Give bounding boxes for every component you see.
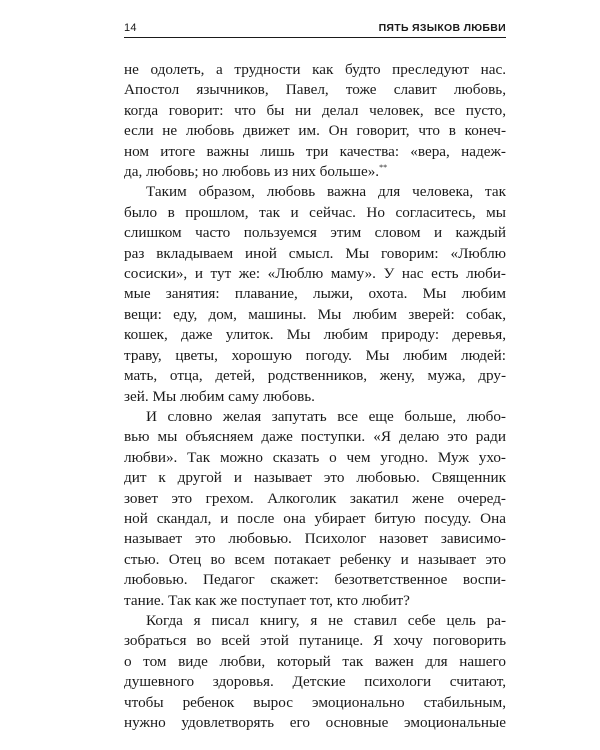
text-line: дит к другой и называет это любовью. Священник <box>124 469 506 487</box>
text-line: ном итоге важны лишь три качества: «вера, надеж- <box>124 142 506 160</box>
text-line: Таким образом, любовь важна для человека, так <box>146 183 506 201</box>
text-line: тание. Так как же поступает тот, кто любит? <box>124 591 410 609</box>
text-line: кошек, даже улиток. Мы любим природу: деревья, <box>124 326 506 344</box>
text-line: зобраться во всей этой путанице. Я хочу поговорить <box>124 632 506 650</box>
text-line: вещи: еду, дом, машины. Мы любим зверей: собак, <box>124 305 506 323</box>
text-line: сосиски», и тут же: «Люблю маму». У нас есть люби- <box>124 265 506 283</box>
text-line: стью. Отец во всем потакает ребенку и называет это <box>124 550 506 568</box>
text-line: траву, цветы, хорошую погоду. Мы любим людей: <box>124 346 506 364</box>
footnote-mark: ** <box>379 162 388 172</box>
text-line: ной скандал, и после она убирает битую посуду. Она <box>124 509 506 527</box>
text-line: о том виде любви, который так важен для нашего <box>124 652 506 670</box>
text-line: раз вкладываем иной смысл. Мы говорим: «Люблю <box>124 244 506 262</box>
text-line: слишком часто пользуемся этим словом и каждый <box>124 224 506 242</box>
text-line: И словно желая запутать все еще больше, любо- <box>146 407 506 425</box>
paragraph <box>124 611 506 733</box>
text-line: Апостол язычников, Павел, тоже славит любовь, <box>124 81 506 99</box>
book-title: ПЯТЬ ЯЗЫКОВ ЛЮБВИ <box>378 22 506 34</box>
text-line: да, любовь; но любовь из них больше».** <box>124 162 388 181</box>
running-header <box>124 22 506 38</box>
paragraph <box>124 60 506 182</box>
paragraph <box>124 407 506 611</box>
text-line: любовью. Педагог скажет: безответственное воспи- <box>124 571 506 589</box>
text-line: если не любовь движет им. Он говорит, что в конеч- <box>124 122 506 140</box>
text-line: нужно удовлетворять его основные эмоциональные <box>124 714 506 731</box>
text-line: любви». Так можно сказать о чем угодно. Муж ухо- <box>124 448 506 466</box>
text-line: вью мы объясняем даже поступки. «Я делаю это ради <box>124 428 506 446</box>
text-line: не одолеть, а трудности как будто преследуют нас. <box>124 61 506 78</box>
text-line: душевного здоровья. Детские психологи считают, <box>124 673 506 691</box>
text-line: было в прошлом, так и сейчас. Но согласитесь, мы <box>124 203 506 221</box>
body-text <box>124 60 506 733</box>
text-line: зовет это грехом. Алкоголик закатил жене очеред- <box>124 489 506 507</box>
paragraph <box>124 182 506 406</box>
text-line: зей. Мы любим саму любовь. <box>124 387 315 405</box>
text-line: когда говорит: что бы ни делал человек, все пусто, <box>124 101 506 119</box>
book-page <box>124 22 506 733</box>
text-line: мые занятия: плавание, лыжи, охота. Мы любим <box>124 285 506 303</box>
text-line: чтобы ребенок вырос эмоционально стабильным, <box>124 693 506 711</box>
text-line: мать, отца, детей, родственников, жену, мужа, дру- <box>124 367 506 385</box>
text-line: Когда я писал книгу, я не ставил себе цель ра- <box>146 611 506 629</box>
text-line: называет это любовью. Психолог назовет зависимо- <box>124 530 506 548</box>
page-number: 14 <box>124 22 137 34</box>
